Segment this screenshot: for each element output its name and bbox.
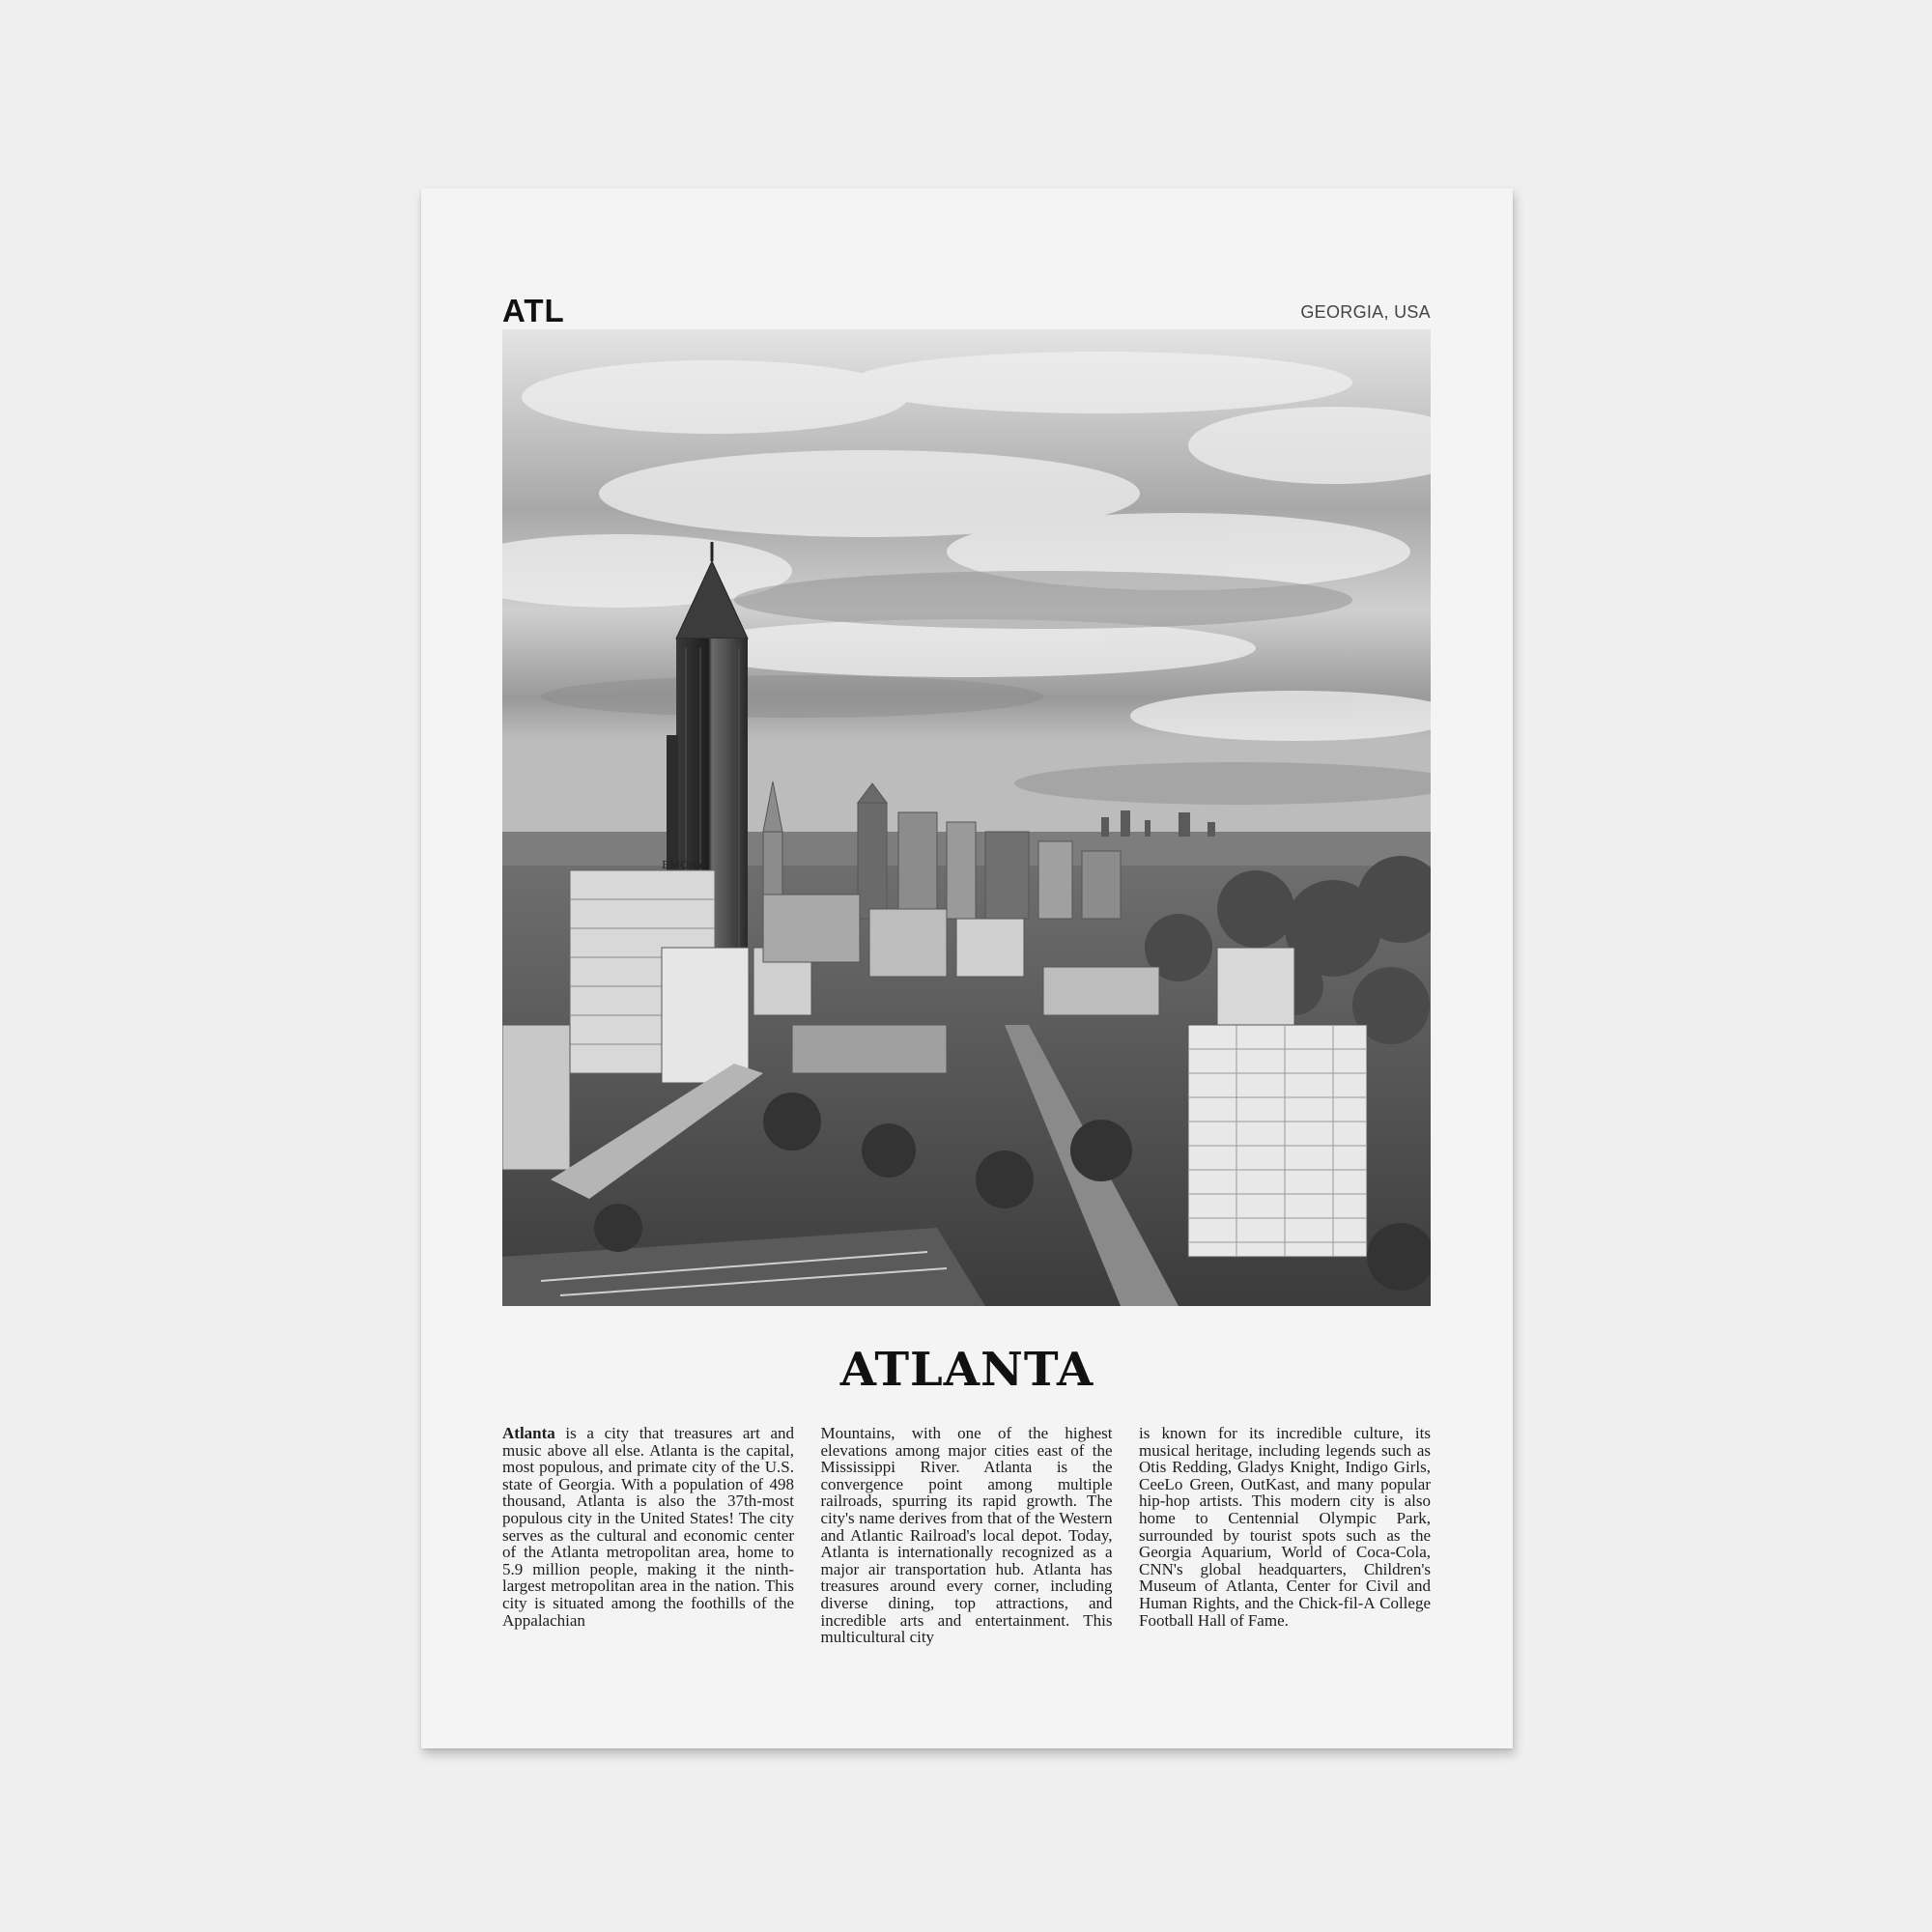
body-column-2: Mountains, with one of the highest elevations among major cities east of the Mississippi River. Atlanta is the convergence point among multiple railroads, spurring its rapid growth. The city's name derives from that of the Western and Atlantic Railroad's local depot. Today, Atlanta is internationally recognized as a major air transportation hub. Atlanta has treasures around every corner, including diverse dining, top attractions, and incredible arts and entertainment. This multicultural city bbox=[820, 1424, 1113, 1647]
poster-title: ATLANTA bbox=[839, 1343, 1094, 1397]
body-text bbox=[502, 1425, 1431, 1646]
city-code: ATL bbox=[502, 293, 565, 328]
column-1-text: is a city that treasures art and music above all else. Atlanta is the capital, most populous, and primate city of the U.S. state of Georgia. With a population of 498 thousand, Atlanta is also the 37th-most populous city in the United States! The city serves as the cultural and economic center of the Atlanta metropolitan area, home to 5.9 million people, making it the ninth-largest metropolitan area in the nation. This city is situated among the foothills of the Appalachian bbox=[502, 1424, 794, 1630]
lead-word: Atlanta bbox=[502, 1424, 555, 1442]
body-column-1 bbox=[502, 1425, 794, 1646]
skyline-illustration bbox=[502, 329, 1431, 1306]
poster bbox=[421, 188, 1513, 1748]
location-label: GEORGIA, USA bbox=[1300, 302, 1431, 322]
city-skyline-photo bbox=[502, 329, 1431, 1306]
building-sign: EMORY bbox=[662, 859, 704, 871]
body-column-3: is known for its incredible culture, its musical heritage, including legends such as Otis Redding, Gladys Knight, Indigo Girls, CeeLo Green, OutKast, and many popular hip-hop artists. This modern city is also home to Centennial Olympic Park, surrounded by tourist spots such as the Georgia Aquarium, World of Coca-Cola, CNN's global headquarters, Children's Museum of Atlanta, Center for Civil and Human Rights, and the Chick-fil-A College Football Hall of Fame. bbox=[1139, 1424, 1431, 1630]
